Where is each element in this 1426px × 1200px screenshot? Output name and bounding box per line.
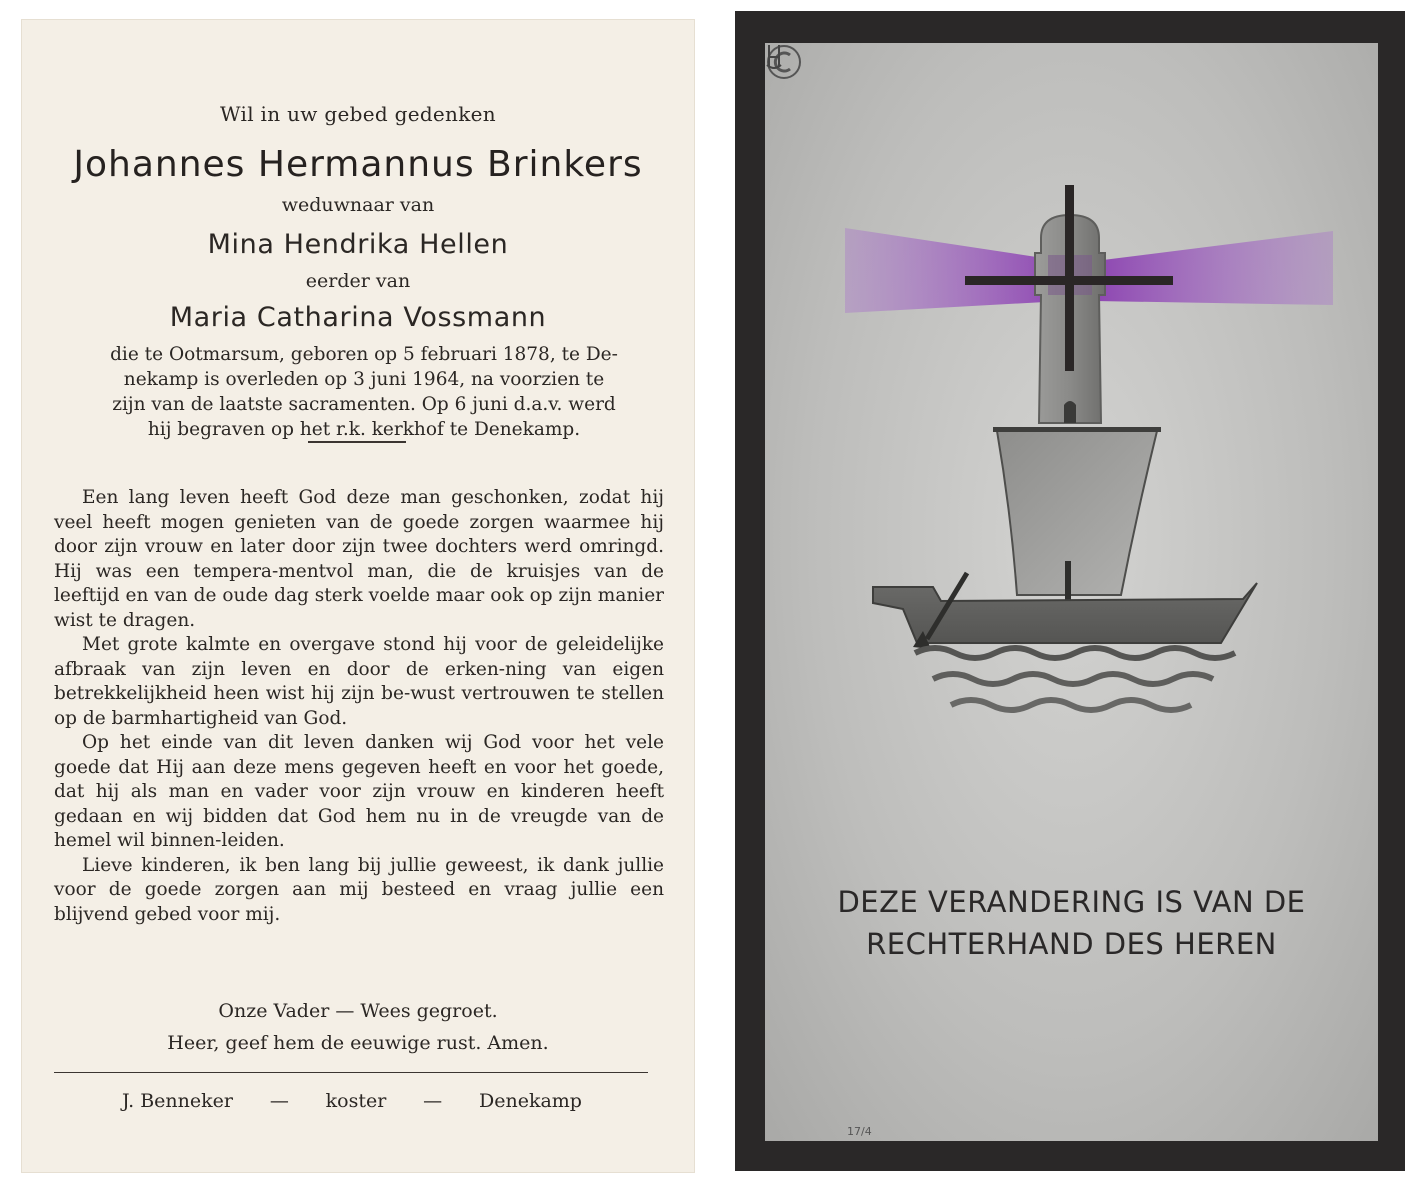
relation-1: weduwnaar van — [281, 194, 435, 216]
footer-divider — [54, 1072, 648, 1073]
print-code: 17/4 — [847, 1125, 872, 1138]
verse-line-2: RECHTERHAND DES HEREN — [866, 927, 1277, 961]
cross-horizontal — [965, 276, 1173, 285]
right-light-beam — [1095, 231, 1333, 305]
artist-monogram-icon — [765, 43, 783, 71]
footer-dash: — — [269, 1090, 289, 1112]
body-paragraph: Een lang leven heeft God deze man geschonken, zodat hij veel heeft mogen genieten van de goede zorgen waarmee hij door zijn vrouw en later door zijn twee dochters werd omringd. Hij was een tempera-mentvol man, die de kruisjes van de leeftijd en van de oude dag sterk voelde maar ook op zijn manier wist te dragen. — [54, 487, 664, 631]
ship-mast — [1065, 561, 1071, 601]
illustration-panel — [765, 43, 1378, 1141]
birth-death-text — [60, 342, 668, 442]
wave — [951, 700, 1191, 710]
spouse-1-name: Mina Hendrika Hellen — [207, 229, 509, 260]
spouse-2-name: Maria Catharina Vossmann — [169, 302, 547, 333]
body-paragraph: Lieve kinderen, ik ben lang bij jullie geweest, ik dank jullie voor de goede zorgen aan mij besteed en vraag jullie een blijvend gebed voor mij. — [54, 854, 664, 925]
printer-name: J. Benneker — [122, 1090, 233, 1112]
verse-line-1: DEZE VERANDERING IS VAN DE — [837, 885, 1306, 919]
birth-death-line: nekamp is overleden op 3 juni 1964, na voorzien te — [123, 369, 605, 390]
printer-role: koster — [325, 1090, 387, 1112]
printer-place: Denekamp — [478, 1090, 582, 1112]
birth-death-line: hij begraven op het r.k. kerkhof te Denekamp. — [147, 419, 581, 440]
lighthouse-ship-illustration — [765, 43, 1378, 1141]
ship-sail — [997, 431, 1157, 595]
short-divider — [308, 441, 406, 443]
left-light-beam — [845, 228, 1063, 313]
memorial-card-image-side — [735, 11, 1405, 1171]
deceased-name: Johannes Hermannus Brinkers — [73, 144, 643, 185]
prayer-line-1: Onze Vader — Wees gegroet. — [218, 1000, 498, 1022]
printer-footer — [122, 1090, 582, 1112]
wave — [915, 648, 1235, 658]
birth-death-line: zijn van de laatste sacramenten. Op 6 juni d.a.v. werd — [112, 394, 616, 415]
body-paragraph: Met grote kalmte en overgave stond hij voor de geleidelijke afbraak van zijn leven en door de erken-ning van eigen betrekkelijkheid heen wist hij zijn be-wust vertrouwen te stellen op de barmhartigheid van God. — [54, 634, 664, 729]
body-text — [54, 486, 664, 927]
body-paragraph: Op het einde van dit leven danken wij God voor het vele goede dat Hij aan deze mens gegeven heeft en voor het goede, dat hij als man en vader voor zijn vrouw en kinderen heeft gedaan en wij bidden dat God hem nu in de vreugde van de hemel wil binnen-leiden. — [54, 732, 664, 851]
birth-death-line: die te Ootmarsum, geboren op 5 februari 1878, te De- — [110, 344, 618, 365]
sail-yard — [993, 427, 1161, 432]
tower-door — [1064, 401, 1076, 423]
prayer-line-2: Heer, geef hem de eeuwige rust. Amen. — [167, 1032, 549, 1054]
wave — [933, 674, 1213, 684]
intro-line: Wil in uw gebed gedenken — [220, 102, 496, 126]
footer-dash: — — [423, 1090, 443, 1112]
memorial-card-text-side — [22, 20, 694, 1172]
relation-2: eerder van — [305, 270, 411, 292]
